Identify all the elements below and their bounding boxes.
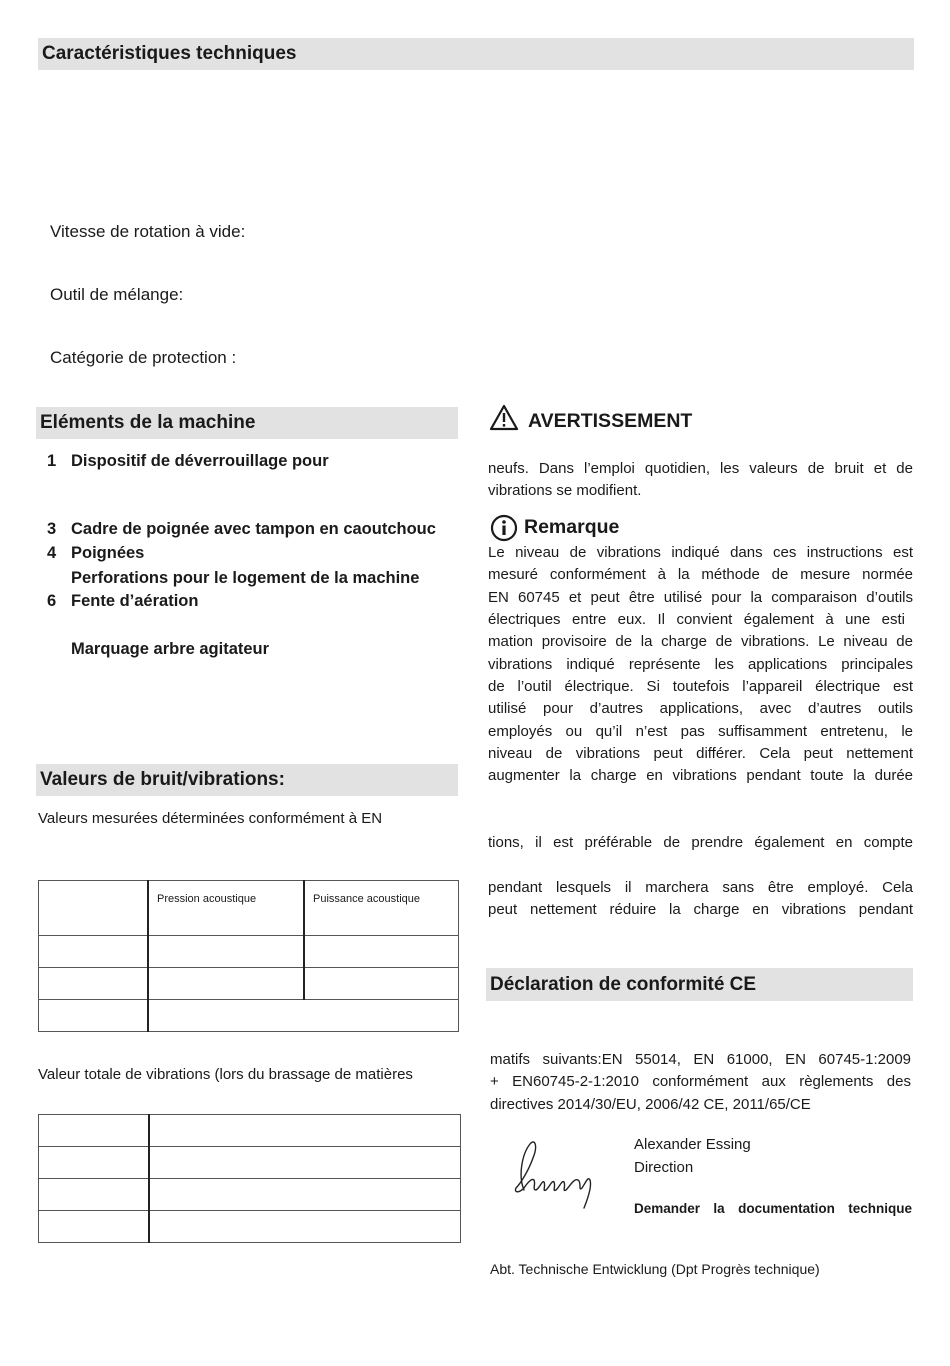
table-cell [39, 968, 149, 1000]
spec-protection-class: Catégorie de protection : [50, 348, 237, 367]
table-cell [39, 1000, 149, 1032]
item-number: 6 [47, 592, 57, 610]
remark-line: mation provisoire de la charge de vibrations. Le niveau de [488, 633, 913, 650]
table-cell [304, 936, 459, 968]
table-row [39, 881, 459, 936]
table-cell [148, 1000, 459, 1032]
signer-name: Alexander Essing [634, 1136, 751, 1153]
table-row [39, 936, 459, 968]
table-cell [149, 1147, 461, 1179]
remark-title: Remarque [524, 516, 620, 538]
spec-rotation-speed: Vitesse de rotation à vide: [50, 222, 246, 241]
item-label: Cadre de poignée avec tampon en caoutchouc [71, 520, 436, 538]
remark-line: utilisé pour d’autres applications, avec d’autres outils [488, 700, 913, 717]
remark-line: électriques entre eux. Il convient également à une esti [488, 611, 905, 628]
table-cell [304, 968, 459, 1000]
table-cell [39, 1211, 150, 1243]
ce-declaration-header: Déclaration de conformité CE [486, 968, 913, 1001]
tech-specs-header: Caractéristiques techniques [38, 38, 914, 70]
noise-intro-text: Valeurs mesurées déterminées conformément à EN [38, 810, 383, 827]
declaration-line: directives 2014/30/EU, 2006/42 CE, 2011/65/CE [490, 1096, 811, 1113]
remark-line: pendant lesquels il marchera sans être employé. Cela [488, 879, 913, 896]
remark-line: vibrations indiqué représente les applications principales [488, 656, 913, 673]
table-cell [39, 936, 149, 968]
signature [508, 1136, 598, 1221]
table-row [39, 1211, 461, 1243]
remark-line: augmenter la charge en vibrations pendant toute la durée [488, 767, 913, 784]
table-row [39, 1147, 461, 1179]
spec-mixing-tool: Outil de mélange: [50, 285, 184, 304]
item-number: 3 [47, 520, 57, 538]
table-cell [39, 1179, 150, 1211]
declaration-line: + EN60745-2-1:2010 conformément aux règlements des [490, 1073, 911, 1090]
table-cell [148, 936, 304, 968]
remark-line: de l’outil électrique. Si toutefois l’appareil électrique est [488, 678, 913, 695]
vibration-total-label: Valeur totale de vibrations (lors du brassage de matières [38, 1066, 413, 1083]
table-row [39, 968, 459, 1000]
table-row [39, 1000, 459, 1032]
table-cell [149, 1179, 461, 1211]
remark-line: Le niveau de vibrations indiqué dans ces instructions est [488, 544, 913, 561]
warning-line: neufs. Dans l’emploi quotidien, les valeurs de bruit et de [488, 460, 913, 477]
item-number: 1 [47, 452, 57, 470]
signer-role: Direction [634, 1159, 694, 1176]
table-cell [39, 1115, 150, 1147]
item-label: Fente d’aération [71, 592, 199, 610]
item-label: Perforations pour le logement de la machine [71, 569, 420, 587]
table-header-sound-power: Puissance acoustique [304, 881, 459, 936]
table-cell [39, 881, 149, 936]
table-cell [149, 1211, 461, 1243]
item-label: Marquage arbre agitateur [71, 640, 270, 658]
remark-line: peut nettement réduire la charge en vibrations pendant [488, 901, 913, 918]
machine-elements-header: Eléments de la machine [36, 407, 458, 439]
warning-title: AVERTISSEMENT [528, 410, 693, 432]
table-row [39, 1115, 461, 1147]
warning-line: vibrations se modifient. [488, 482, 642, 499]
remark-line: EN 60745 et peut être utilisé pour la comparaison d’outils [488, 589, 913, 606]
remark-line: tions, il est préférable de prendre également en compte [488, 834, 913, 851]
table-header-sound-pressure: Pression acoustique [148, 881, 304, 936]
table-cell [39, 1147, 150, 1179]
remark-line: niveau de vibrations peut différer. Cela peut nettement [488, 745, 913, 762]
noise-vibration-header: Valeurs de bruit/vibrations: [36, 764, 458, 796]
remark-line: mesuré conformément à la méthode de mesure normée [488, 566, 913, 583]
remark-line: employés ou qu’il n’est pas suffisamment entretenu, le [488, 723, 913, 740]
noise-values-table [38, 880, 459, 1032]
vibration-values-table [38, 1114, 461, 1243]
warning-triangle-icon [489, 404, 519, 436]
declaration-line: matifs suivants:EN 55014, EN 61000, EN 60745-1:2009 [490, 1051, 911, 1068]
item-number: 4 [47, 544, 57, 562]
table-cell [148, 968, 304, 1000]
item-label: Poignées [71, 544, 145, 562]
table-cell [149, 1115, 461, 1147]
footer-department: Abt. Technische Entwicklung (Dpt Progrès technique) [490, 1261, 820, 1277]
technical-documentation-request: Demander la documentation technique [634, 1201, 912, 1216]
item-label: Dispositif de déverrouillage pour [71, 452, 329, 470]
table-row [39, 1179, 461, 1211]
